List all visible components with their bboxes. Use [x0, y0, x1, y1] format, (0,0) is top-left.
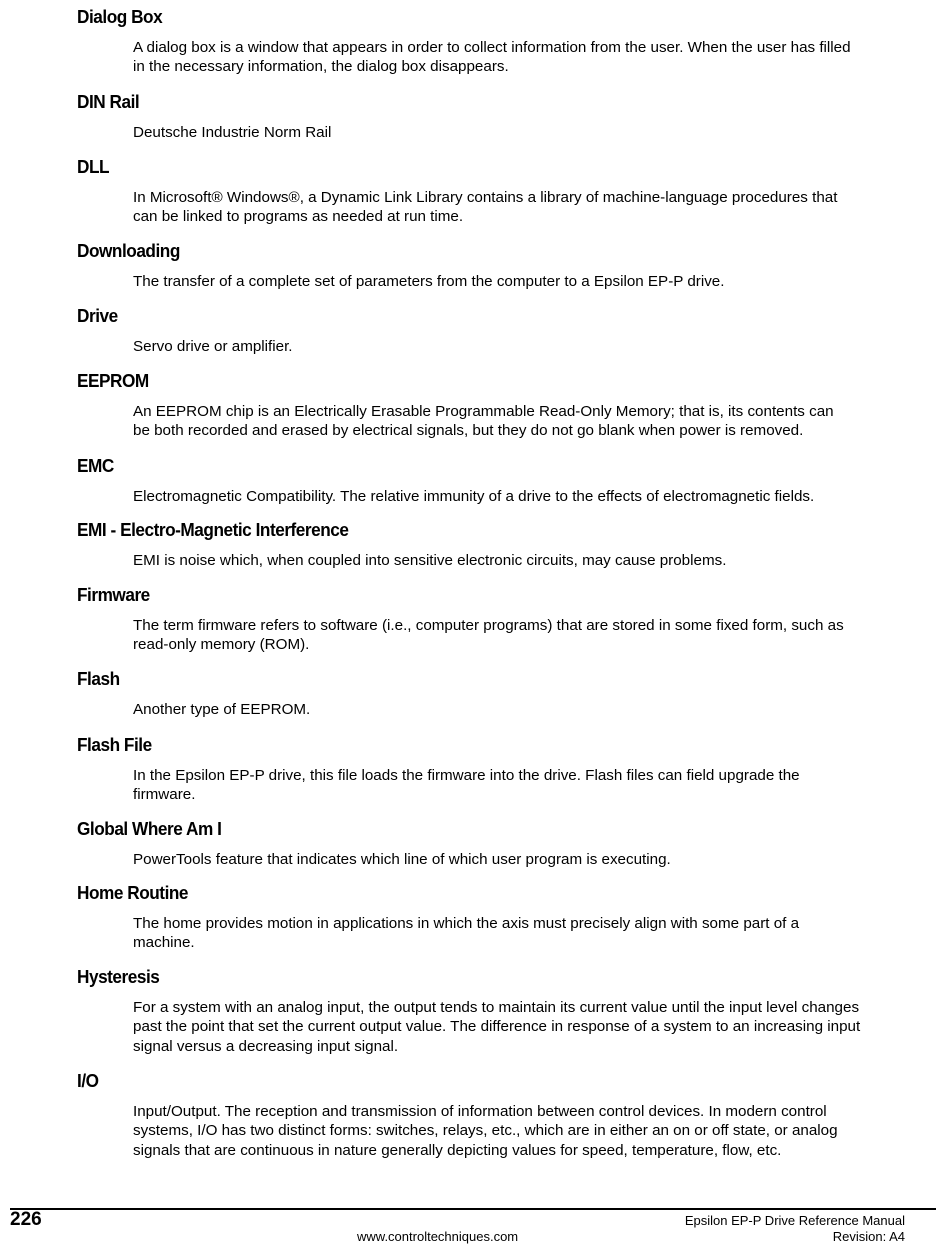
glossary-term: Dialog Box: [77, 6, 163, 27]
glossary-definition: The term firmware refers to software (i.e., computer programs) that are stored in some fixed form, such as read-only memory (ROM).: [133, 617, 844, 654]
glossary-term: Home Routine: [77, 882, 189, 903]
glossary-term: Global Where Am I: [77, 818, 222, 839]
glossary-definition: An EEPROM chip is an Electrically Erasable Programmable Read-Only Memory; that is, its contents can be both recorded and erased by electrical signals, but they do not go blank when power is removed.: [133, 403, 834, 440]
glossary-definition: PowerTools feature that indicates which line of which user program is executing.: [133, 851, 671, 868]
glossary-term: Downloading: [77, 240, 180, 261]
footer-divider: [10, 1208, 936, 1210]
glossary-definition: Servo drive or amplifier.: [133, 338, 293, 355]
glossary-definition: Deutsche Industrie Norm Rail: [133, 124, 332, 141]
revision-label: Revision: A4: [832, 1229, 905, 1244]
glossary-term: Firmware: [77, 584, 150, 605]
glossary-term: Drive: [77, 305, 118, 326]
glossary-term: DLL: [77, 156, 110, 177]
glossary-term: I/O: [77, 1070, 99, 1091]
glossary-definition: Input/Output. The reception and transmission of information between control devices. In modern control systems, I/O has two distinct forms: switches, relays, etc., which are in either an on or off state, or analog signals that are continuous in nature generally depicting values for speed, temperature, flow, etc.: [133, 1103, 838, 1159]
glossary-definition: In the Epsilon EP-P drive, this file loads the firmware into the drive. Flash files can field upgrade the firmware.: [133, 767, 800, 804]
glossary-term: EMI - Electro-Magnetic Interference: [77, 519, 349, 540]
glossary-definition: A dialog box is a window that appears in order to collect information from the user. When the user has filled in the necessary information, the dialog box disappears.: [133, 39, 851, 76]
glossary-definition: The transfer of a complete set of parameters from the computer to a Epsilon EP-P drive.: [133, 273, 725, 290]
glossary-term: EMC: [77, 455, 114, 476]
manual-title: Epsilon EP-P Drive Reference Manual: [684, 1213, 905, 1228]
glossary-definition: EMI is noise which, when coupled into sensitive electronic circuits, may cause problems.: [133, 552, 727, 569]
glossary-definition: The home provides motion in applications in which the axis must precisely align with some part of a machine.: [133, 915, 800, 952]
glossary-definition: Electromagnetic Compatibility. The relative immunity of a drive to the effects of electromagnetic fields.: [133, 488, 815, 505]
website-url: www.controltechniques.com: [357, 1229, 519, 1244]
glossary-term: DIN Rail: [77, 91, 140, 112]
glossary-definition: In Microsoft® Windows®, a Dynamic Link Library contains a library of machine-language procedures that can be linked to programs as needed at run time.: [133, 189, 838, 226]
glossary-term: Flash: [77, 668, 120, 689]
glossary-term: Hysteresis: [77, 966, 160, 987]
glossary-term: EEPROM: [77, 370, 149, 391]
glossary-definition: For a system with an analog input, the output tends to maintain its current value until the input level changes past the point that set the current output value. The difference in response of a system to an increasing input signal versus a decreasing input signal.: [133, 999, 861, 1055]
glossary-definition: Another type of EEPROM.: [133, 701, 311, 718]
page-number: 226: [10, 1209, 42, 1230]
glossary-term: Flash File: [77, 734, 152, 755]
